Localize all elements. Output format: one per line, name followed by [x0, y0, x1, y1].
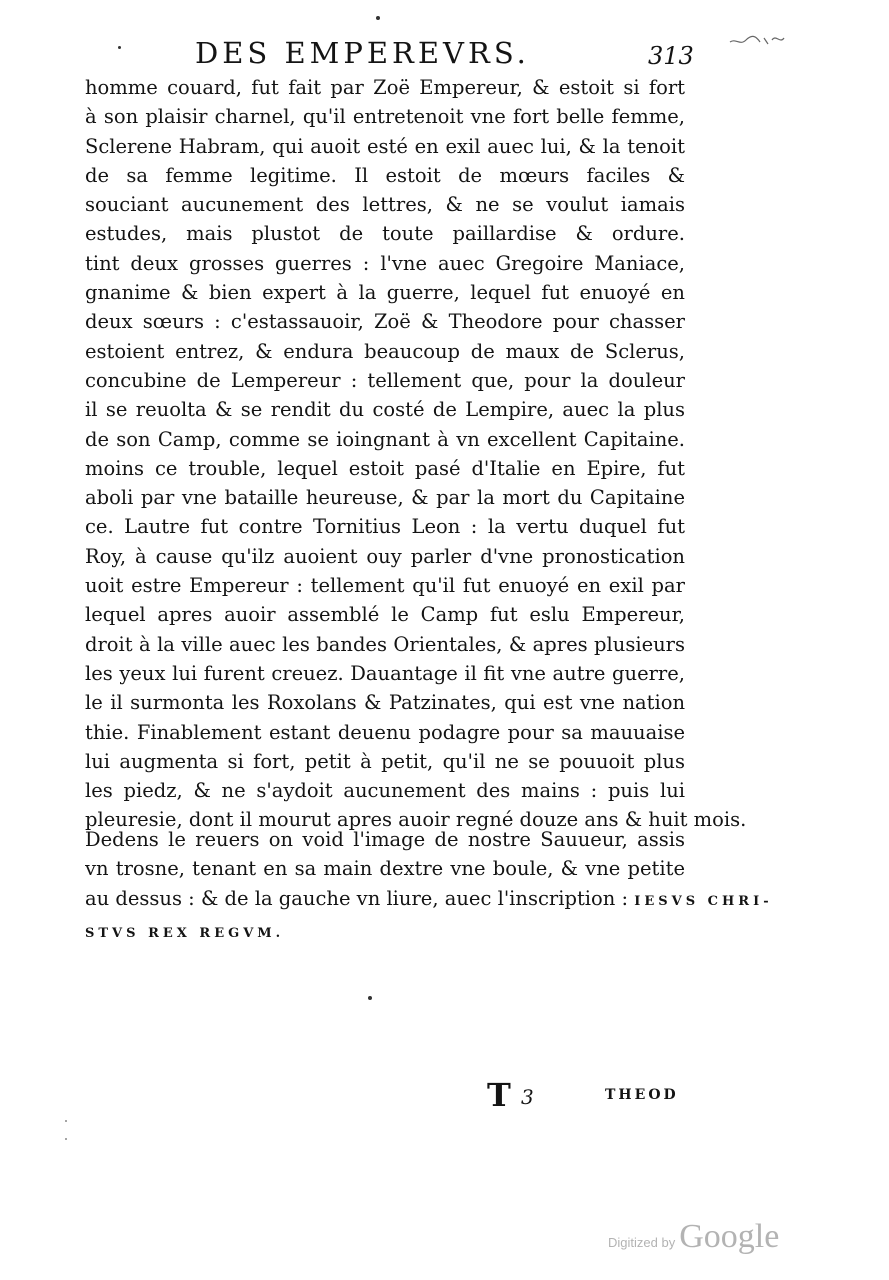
text-line: estudes, mais plustot de toute paillardise & ordure.: [85, 222, 685, 246]
text-line: de son Camp, comme se ioingnant à vn excellent Capitaine.: [85, 427, 685, 451]
text-line: thie. Finablement estant deuenu podagre pour sa mauuaise: [85, 720, 685, 744]
ink-speck: [118, 46, 121, 49]
text-line: à son plaisir charnel, qu'il entretenoit vne fort belle femme,: [85, 105, 685, 129]
text-line-with-inscription: [85, 884, 773, 916]
text-line: moins ce trouble, lequel estoit pasé d'Italie en Epire, fut: [85, 456, 685, 480]
signature-letter: T: [487, 1076, 511, 1114]
reverse-paragraph: [85, 825, 773, 948]
text-line: lui augmenta si fort, petit à petit, qu'il ne se pouuoit plus: [85, 749, 685, 773]
text-line: gnanime & bien expert à la guerre, lequel fut enuoyé en: [85, 281, 685, 305]
text-line: concubine de Lempereur : tellement que, pour la douleur: [85, 368, 685, 392]
ink-speck: [368, 996, 372, 1000]
ink-speck: [376, 16, 380, 20]
page-number: 313: [648, 42, 694, 70]
text-line: Sclerene Habram, qui auoit esté en exil auec lui, & la tenoit: [85, 134, 685, 158]
main-paragraph: [85, 73, 747, 835]
digitization-watermark: [608, 1218, 779, 1258]
text-line: lequel apres auoir assemblé le Camp fut eslu Empereur,: [85, 603, 685, 627]
running-title: DES EMPEREVRS.: [195, 36, 530, 70]
inscription-part-2: STVS REX REGVM.: [85, 925, 285, 941]
text-line: Roy, à cause qu'ilz auoient ouy parler d'vne pronostication: [85, 544, 685, 568]
text-line: estoient entrez, & endura beaucoup de maux de Sclerus,: [85, 339, 685, 363]
text-line: le il surmonta les Roxolans & Patzinates, qui est vne nation: [85, 691, 685, 715]
text-line: vn trosne, tenant en sa main dextre vne boule, & vne petite: [85, 857, 685, 881]
text-line: il se reuolta & se rendit du costé de Lempire, auec la plus: [85, 398, 685, 422]
text-line: Dedens le reuers on void l'image de nostre Sauueur, assis: [85, 828, 685, 851]
text-line: homme couard, fut fait par Zoë Empereur, & estoit si fort: [85, 76, 685, 99]
text-line: [85, 916, 685, 948]
signature-number: 3: [521, 1085, 534, 1109]
text-line: souciant aucunement des lettres, & ne se voulut iamais: [85, 193, 685, 217]
ink-speck: [65, 1138, 67, 1140]
text-line: uoit estre Empereur : tellement qu'il fut enuoyé en exil par: [85, 574, 685, 598]
catchword: THEOD: [605, 1087, 679, 1103]
text-line: deux sœurs : c'estassauoir, Zoë & Theodore pour chasser: [85, 310, 685, 334]
text-line: les yeux lui furent creuez. Dauantage il fit vne autre guerre,: [85, 661, 685, 685]
text-line: de sa femme legitime. Il estoit de mœurs faciles &: [85, 163, 685, 187]
text-line-last: pleuresie, dont il mourut apres auoir regné douze ans & huit mois.: [85, 808, 747, 832]
watermark-brand: Google: [679, 1218, 780, 1255]
marginal-scribble: [728, 28, 788, 50]
ink-speck: [65, 1120, 67, 1122]
inscription-part-1: IESVS CHRI-: [634, 893, 773, 909]
text-line: tint deux grosses guerres : l'vne auec Gregoire Maniace,: [85, 251, 685, 275]
text-line: ce. Lautre fut contre Tornitius Leon : la vertu duquel fut: [85, 515, 685, 539]
text-fragment: au dessus : & de la gauche vn liure, auec l'inscription :: [85, 886, 629, 910]
text-line: les piedz, & ne s'aydoit aucunement des mains : puis lui: [85, 779, 685, 803]
text-line: droit à la ville auec les bandes Orientales, & apres plusieurs: [85, 632, 685, 656]
text-line: aboli par vne bataille heureuse, & par la mort du Capitaine: [85, 486, 685, 510]
watermark-prefix: Digitized by: [608, 1235, 676, 1250]
